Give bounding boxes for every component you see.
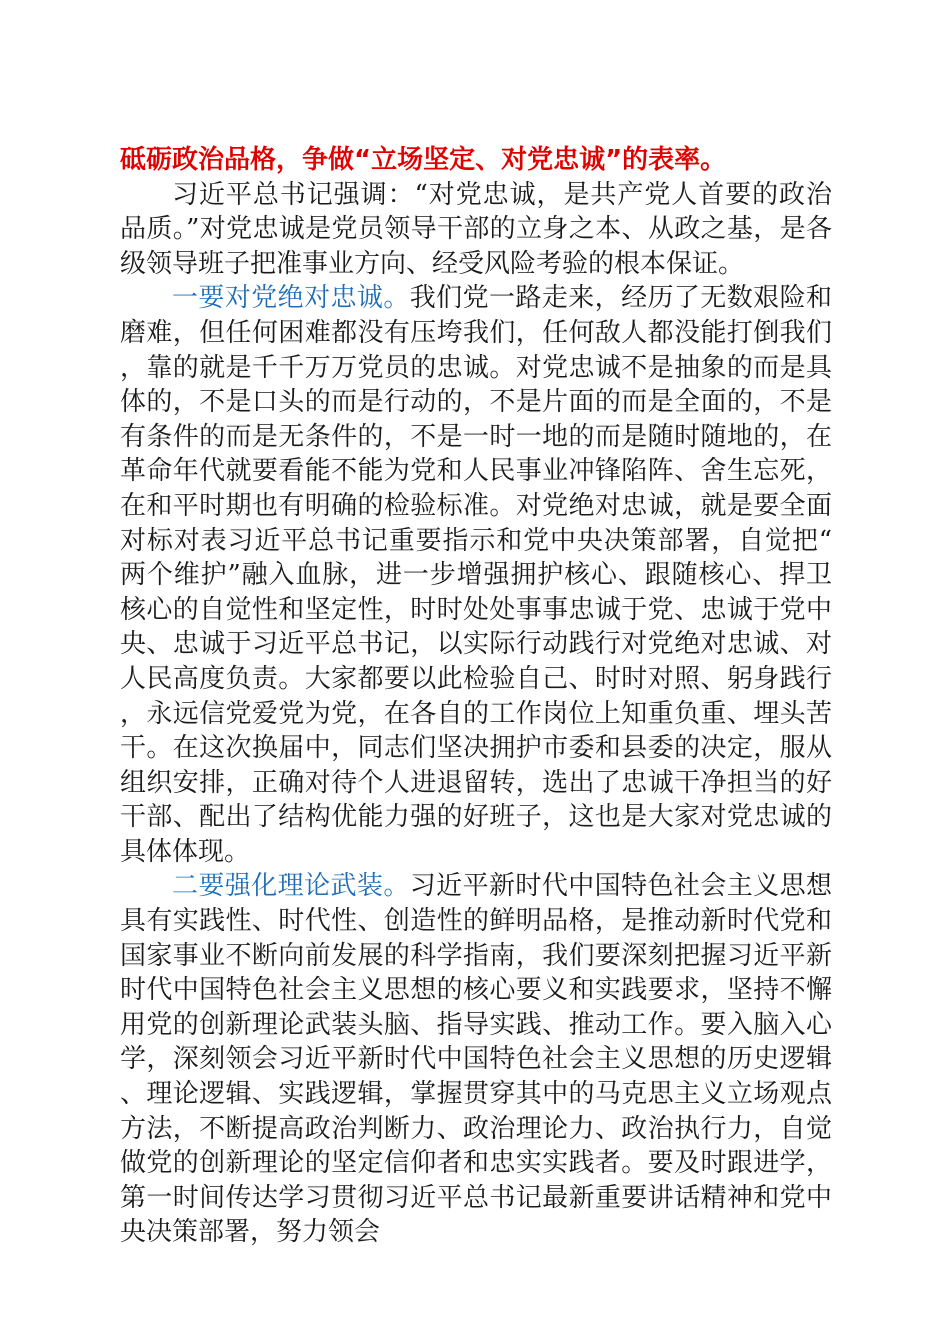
paragraph-text: 我们党一路走来，经历了无数艰险和磨难，但任何困难都没有压垮我们，任何敌人都没能打倒我们，靠的就是千千万万党员的忠诚。对党忠诚不是抽象的而是具体的，不是口头的而是行动的，不是片面的而是全面的，不是有条件的而是无条件的，不是一时一地的而是随时随地的，在革命年代就要看能不能为党和人民事业冲锋陷阵、舍生忘死，在和平时期也有明确的检验标准。对党绝对忠诚，就是要全面对标对表习近平总书记重要指示和党中央决策部署，自觉把“两个维护”融入血脉，进一步增强拥护核心、跟随核心、捍卫核心的自觉性和坚定性，时时处处事事忠诚于党、忠诚于党中央、忠诚于习近平总书记，以实际行动践行对党绝对忠诚、对人民高度负责。大家都要以此检验自己、时时对照、躬身践行，永远信党爱党为党，在各自的工作岗位上知重负重、埋头苦干。在这次换届中，同志们坚决拥护市委和县委的决定，服从组织安排，正确对待个人进退留转，选出了忠诚干净担当的好干部、配出了结构优能力强的好班子，这也是大家对党忠诚的具体体现。 [120, 283, 832, 867]
paragraph-theory [120, 869, 832, 1250]
paragraph-lead: 二要强化理论武装。 [172, 871, 410, 902]
paragraph-text: 习近平新时代中国特色社会主义思想具有实践性、时代性、创造性的鲜明品格，是推动新时代党和国家事业不断向前发展的科学指南，我们要深刻把握习近平新时代中国特色社会主义思想的核心要义和实践要求，坚持不懈用党的创新理论武装头脑、指导实践、推动工作。要入脑入心学，深刻领会习近平新时代中国特色社会主义思想的历史逻辑、理论逻辑、实践逻辑，掌握贯穿其中的马克思主义立场观点方法，不断提高政治判断力、政治理论力、政治执行力，自觉做党的创新理论的坚定信仰者和忠实实践者。要及时跟进学，第一时间传达学习贯彻习近平总书记最新重要讲话精神和党中央决策部署，努力领会 [120, 871, 832, 1248]
paragraph-text: 习近平总书记强调：“对党忠诚，是共产党人首要的政治品质。”对党忠诚是党员领导干部的立身之本、从政之基，是各级领导班子把准事业方向、经受风险考验的根本保证。 [120, 179, 832, 279]
paragraph-loyalty [120, 281, 832, 869]
document-body [120, 143, 832, 1250]
paragraph-intro [120, 178, 832, 282]
section-heading: 砥砺政治品格，争做“立场坚定、对党忠诚”的表率。 [120, 145, 727, 175]
paragraph-lead: 一要对党绝对忠诚。 [172, 283, 410, 314]
